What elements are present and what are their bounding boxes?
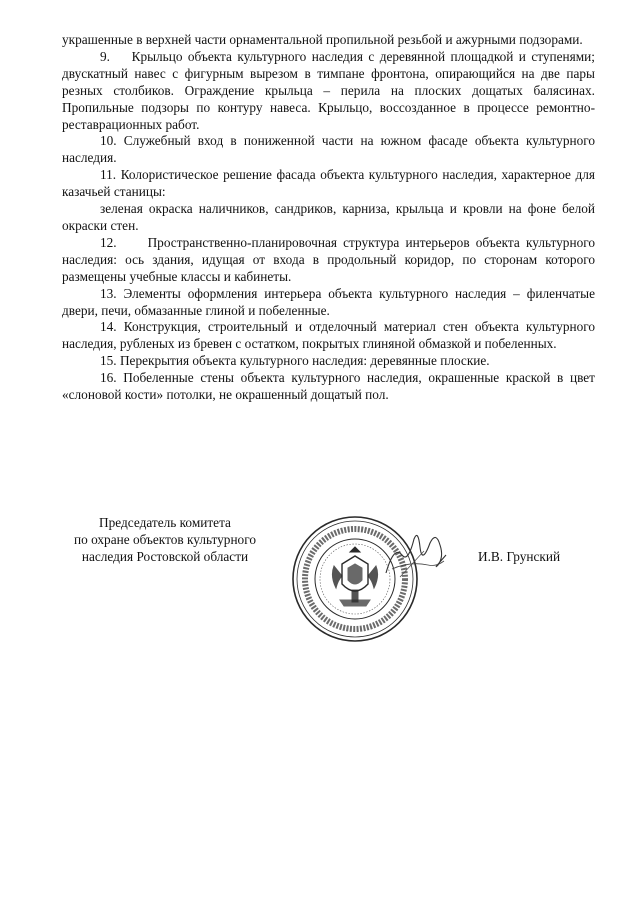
paragraph-16: 16. Побеленные стены объекта культурного наследия, окрашенные краской в цвет «слоновой кости» потолки, не окрашенный дощатый пол. bbox=[62, 370, 595, 403]
handwritten-signature bbox=[380, 525, 450, 585]
paragraph-15: 15. Перекрытия объекта культурного наследия: деревянные плоские. bbox=[100, 353, 490, 369]
signatory-title-line-2: по охране объектов культурного bbox=[74, 532, 256, 547]
document-body bbox=[62, 32, 595, 404]
paragraph-12: 12. Пространственно-планировочная структура интерьеров объекта культурного наследия: ось здания, идущая от входа в продольный коридор, по сторонам которого размещены учебные классы и кабинеты. bbox=[62, 234, 595, 284]
paragraph-14: 14. Конструкция, строительный и отделочный материал стен объекта культурного наследия, рубленых из бревен с остатком, покрытых глиняной обмазкой и побеленных. bbox=[62, 319, 595, 352]
paragraph-11-detail: зеленая окраска наличников, сандриков, карниза, крыльца и кровли на фоне белой окраски стен. bbox=[62, 201, 595, 233]
signatory-name: И.В. Грунский bbox=[478, 549, 561, 564]
paragraph-11: 11. Колористическое решение фасада объекта культурного наследия, характерное для казачьей станицы: bbox=[62, 167, 595, 200]
paragraph-10: 10. Служебный вход в пониженной части на южном фасаде объекта культурного наследия. bbox=[62, 133, 595, 166]
signatory-title-line-3: наследия Ростовской области bbox=[81, 549, 249, 564]
paragraph-13: 13. Элементы оформления интерьера объекта культурного наследия – филенчатые двери, печи, обмазанные глиной и побеленные. bbox=[62, 285, 595, 318]
paragraph-8-continuation: украшенные в верхней части орнаментальной пропильной резьбой и ажурными подзорами. bbox=[62, 32, 583, 47]
paragraph-9: 9. Крыльцо объекта культурного наследия с деревянной площадкой и ступенями; двускатный навес с фигурным вырезом в тимпане фронтона, опирающийся на две пары резных столбиков. Ограждение крыльца – перила на плоских дощатых балясинах. Пропильные подзоры по контуру навеса. Крыльцо, воссозданное в процессе ремонтно-реставрационных работ. bbox=[62, 48, 595, 132]
signatory-title-line-1: Председатель комитета bbox=[99, 515, 231, 530]
signatory-title bbox=[60, 514, 270, 565]
